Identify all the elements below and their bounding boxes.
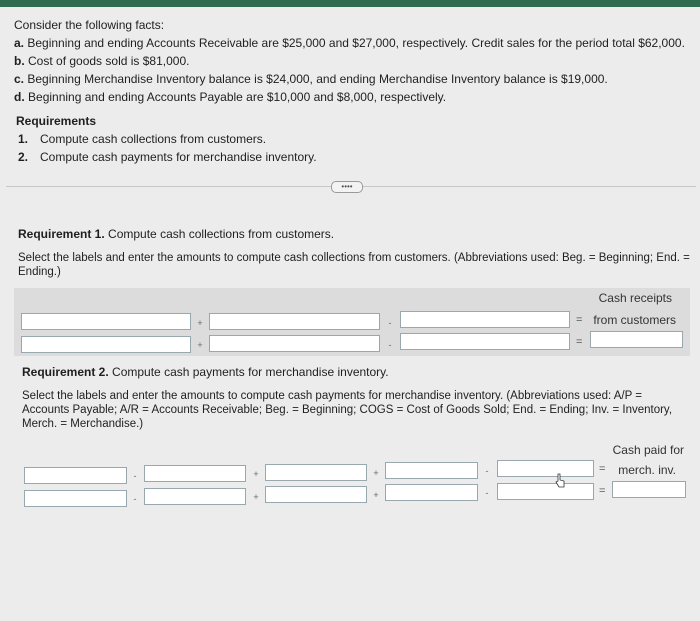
req2-row1-plus-1: + [253,469,259,479]
req1-row2-amount-input-3[interactable] [400,333,570,350]
req2-title: Requirement 2. Compute cash payments for merchandise inventory. [22,365,389,379]
mouse-pointer-icon [554,473,566,489]
req2-row2-plus-2: + [373,490,379,500]
req2-row2-amount-input-2[interactable] [265,486,367,503]
req2-row1-equals: = [599,463,606,475]
req1-row1-amount-input-2[interactable] [400,311,570,328]
req2-result-header-line1: Cash paid for [612,443,684,457]
req2-row1-label-select[interactable] [24,467,127,484]
facts-section [14,16,685,106]
req2-row2-amount-input-1[interactable] [144,488,246,505]
req1-row1-amount-input-1[interactable] [209,313,380,330]
req1-cash-receipts-result-input[interactable] [590,331,683,348]
req2-row1-amount-input-1[interactable] [144,465,246,482]
req1-row1-minus: - [388,318,392,328]
req1-result-header-line1: Cash receipts [598,291,672,305]
req2-row2-equals: = [599,485,606,497]
req1-row2-amount-input-2[interactable] [209,335,380,352]
req2-row2-amount-input-3[interactable] [385,484,478,501]
fact-c: c. Beginning Merchandise Inventory balance is $24,000, and ending Merchandise Inventory balance is $19,000. [14,72,608,86]
top-accent-bar [0,0,700,7]
req1-row2-amount-input-1[interactable] [21,336,191,353]
req2-row1-plus-2: + [373,468,379,478]
req2-row2-plus-1: + [253,492,259,502]
req2-row2-minus-2: - [485,488,489,498]
req2-row2-label-select[interactable] [24,490,127,507]
requirements-title: Requirements [16,114,97,128]
req1-row2-equals: = [576,336,583,348]
req1-row1-equals: = [576,314,583,326]
req1-title: Requirement 1. Compute cash collections from customers. [18,227,335,241]
requirement-item-1: 1. Compute cash collections from customers. [18,132,267,146]
req2-instructions: Select the labels and enter the amounts to compute cash payments for merchandise inventory. (Abbreviations used: A/P = Accounts Payable; A/R = Accounts Receivable; Beg. = Beginning; COGS = Cost of Goods Sold; End. = Ending; Inv. = Inventory, Merch. = Merchandise.) [22,390,673,430]
req2-row1-amount-input-3[interactable] [385,462,478,479]
requirements-section [16,112,317,166]
req2-result-header-line2: merch. inv. [618,463,676,477]
req1-result-header-line2: from customers [593,313,676,327]
req2-row1-amount-input-4[interactable] [497,460,594,477]
fact-b: b. Cost of goods sold is $81,000. [14,54,190,68]
req2-cash-paid-result-input[interactable] [612,481,686,498]
req2-row1-minus-2: - [485,466,489,476]
expand-toggle-button[interactable]: •••• [331,181,363,193]
req2-row1-amount-input-2[interactable] [265,464,367,481]
req1-row2-plus: + [197,340,203,350]
requirement-item-2: 2. Compute cash payments for merchandise inventory. [18,150,317,164]
req1-row1-label-select[interactable] [21,313,191,330]
req1-row1-plus: + [197,318,203,328]
req1-instructions: Select the labels and enter the amounts to compute cash collections from customers. (Abbreviations used: Beg. = Beginning; End. = Ending.) [18,252,690,278]
req2-row2-minus-1: - [133,494,137,504]
fact-a: a. Beginning and ending Accounts Receivable are $25,000 and $27,000, respectively. Credit sales for the period total $62,000. [14,36,685,50]
req1-row2-minus: - [388,340,392,350]
req2-row2-amount-input-4[interactable] [497,483,594,500]
facts-intro: Consider the following facts: [14,18,165,32]
req2-row1-minus-1: - [133,471,137,481]
fact-d: d. Beginning and ending Accounts Payable are $10,000 and $8,000, respectively. [14,90,447,104]
